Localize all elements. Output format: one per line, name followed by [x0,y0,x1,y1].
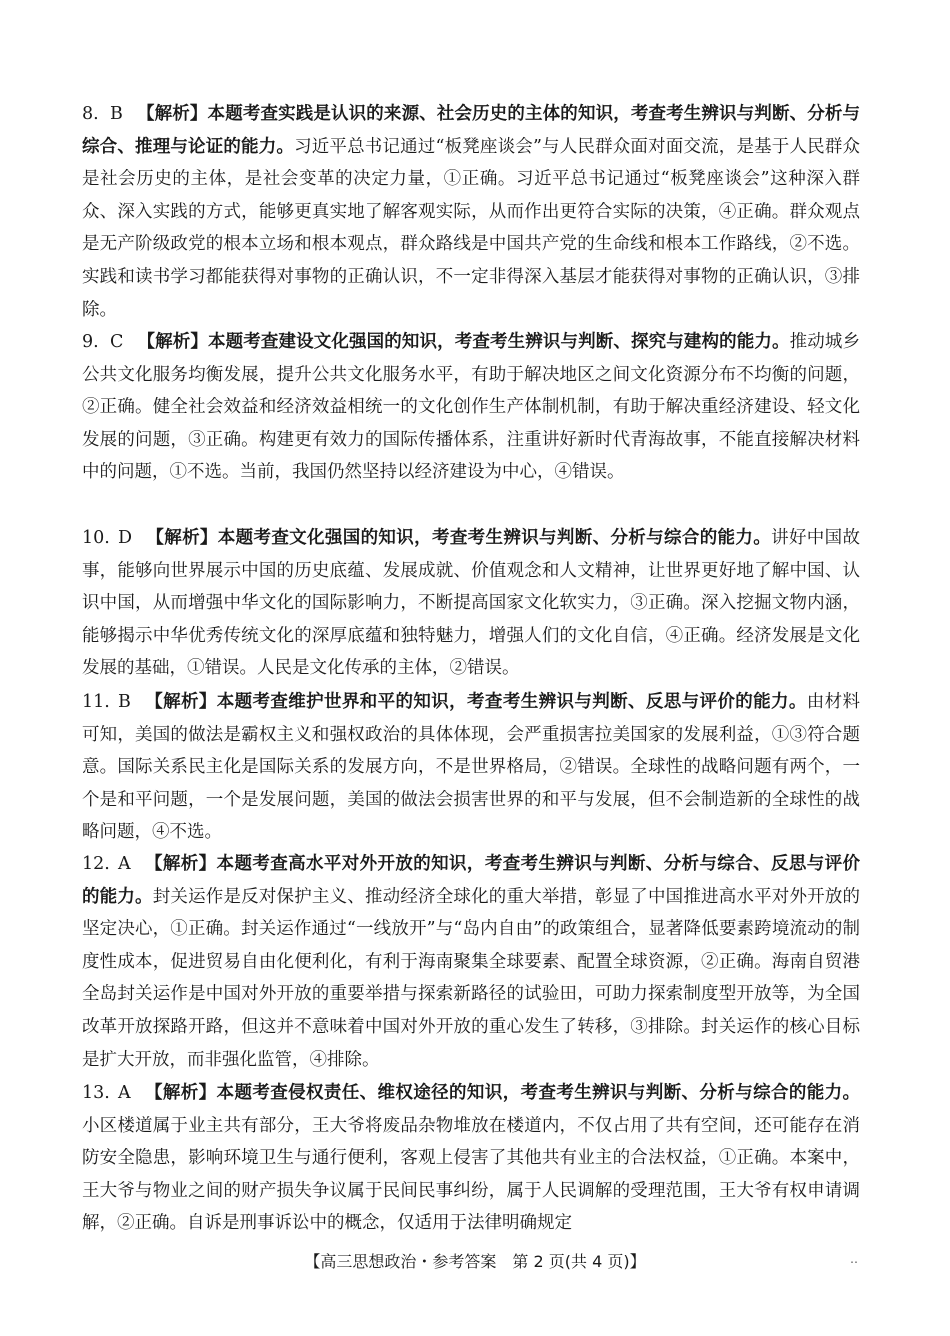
analysis-heading: 【解析】本题考查建设文化强国的知识，考查考生辨识与判断、探究与建构的能力。 [137,332,790,352]
analysis-heading: 【解析】本题考查文化强国的知识，考查考生辨识与判断、分析与综合的能力。 [146,528,772,548]
question-number: 8. [82,104,99,124]
analysis-body: 推动城乡公共文化服务均衡发展，提升公共文化服务水平，有助于解决地区之间文化资源分布不均衡的问题，②正确。健全社会效益和经济效益相统一的文化创作生产体制机制，有助于解决重经济建设、轻文化发展的问题，③正确。构建更有效力的国际传播体系，注重讲好新时代青海故事，不能直接解决材料中的问题，①不选。当前，我国仍然坚持以经济建设为中心，④错误。 [82,332,860,483]
analysis-body: 由材料可知，美国的做法是霸权主义和强权政治的具体体现，会严重损害拉美国家的发展利益，①③符合题意。国际关系民主化是国际关系的发展方向，不是世界格局，②错误。全球性的战略问题有两个，一个是和平问题，一个是发展问题，美国的做法会损害世界的和平与发展，但不会制造新的全球性的战略问题，④不选。 [82,692,861,843]
question-12 [82,848,860,1076]
analysis-heading: 【解析】本题考查实践是认识的来源、社会历史的主体的知识，考查考生辨识与判断、分析与综合、推理与论证的能力。 [82,104,860,157]
answer-letter: A [118,854,131,874]
question-8 [82,98,860,326]
analysis-body: 习近平总书记通过“板凳座谈会”与人民群众面对面交流，是基于人民群众是社会历史的主体，是社会变革的决定力量，①正确。习近平总书记通过“板凳座谈会”这种深入群众、深入实践的方式，能够更真实地了解客观实际，从而作出更符合实际的决策，④正确。群众观点是无产阶级政党的根本立场和根本观点，群众路线是中国共产党的生命线和根本工作路线，②不选。实践和读书学习都能获得对事物的正确认识，不一定非得深入基层才能获得对事物的正确认识，③排除。 [82,136,860,320]
question-11 [82,686,860,849]
analysis-heading: 【解析】本题考查高水平对外开放的知识，考查考生辨识与判断、分析与综合、反思与评价的能力。 [82,854,860,907]
analysis-body: 讲好中国故事，能够向世界展示中国的历史底蕴、发展成就、价值观念和人文精神，让世界更好地了解中国、认识中国，从而增强中华文化的国际影响力，不断提高国家文化软实力，③正确。深入挖掘文物内涵，能够揭示中华优秀传统文化的深厚底蕴和独特魅力，增强人们的文化自信，④正确。经济发展是文化发展的基础，①错误。人民是文化传承的主体，②错误。 [82,528,861,679]
answer-letter: B [110,104,123,124]
question-number: 11. [82,692,110,712]
question-13 [82,1077,860,1240]
question-9 [82,326,860,489]
corner-mark: ‥ [850,1252,859,1266]
analysis-body: 小区楼道属于业主共有部分，王大爷将废品杂物堆放在楼道内，不仅占用了共有空间，还可能存在消防安全隐患，影响环境卫生与通行便利，客观上侵害了其他共有业主的合法权益，①正确。本案中，王大爷与物业之间的财产损失争议属于民间民事纠纷，属于人民调解的受理范围，王大爷有权申请调解，②正确。自诉是刑事诉讼中的概念，仅适用于法律明确规定 [82,1115,860,1234]
question-number: 13. [82,1083,110,1103]
question-number: 10. [82,528,110,548]
answer-letter: A [118,1083,131,1103]
answer-letter: D [118,528,133,548]
analysis-heading: 【解析】本题考查维护世界和平的知识，考查考生辨识与判断、反思与评价的能力。 [144,692,807,712]
question-number: 9. [82,332,99,352]
answer-letter: C [110,332,124,352]
analysis-body: 封关运作是反对保护主义、推动经济全球化的重大举措，彰显了中国推进高水平对外开放的坚定决心，①正确。封关运作通过“一线放开”与“岛内自由”的政策组合，显著降低要素跨境流动的制度性成本，促进贸易自由化便利化，有利于海南聚集全球要素、配置全球资源，②正确。海南自贸港全岛封关运作是中国对外开放的重要举措与探索新路径的试验田，可助力探索制度型开放等，为全国改革开放探路开路，但这并不意味着中国对外开放的重心发生了转移，③排除。封关运作的核心目标是扩大开放，而非强化监管，④排除。 [82,886,861,1070]
page-footer: 【高三思想政治・参考答案 第 2 页(共 4 页)】 [304,1252,646,1271]
answer-letter: B [118,692,131,712]
question-number: 12. [82,854,110,874]
analysis-heading: 【解析】本题考查侵权责任、维权途径的知识，考查考生辨识与判断、分析与综合的能力。 [144,1083,860,1103]
question-10 [82,522,860,685]
